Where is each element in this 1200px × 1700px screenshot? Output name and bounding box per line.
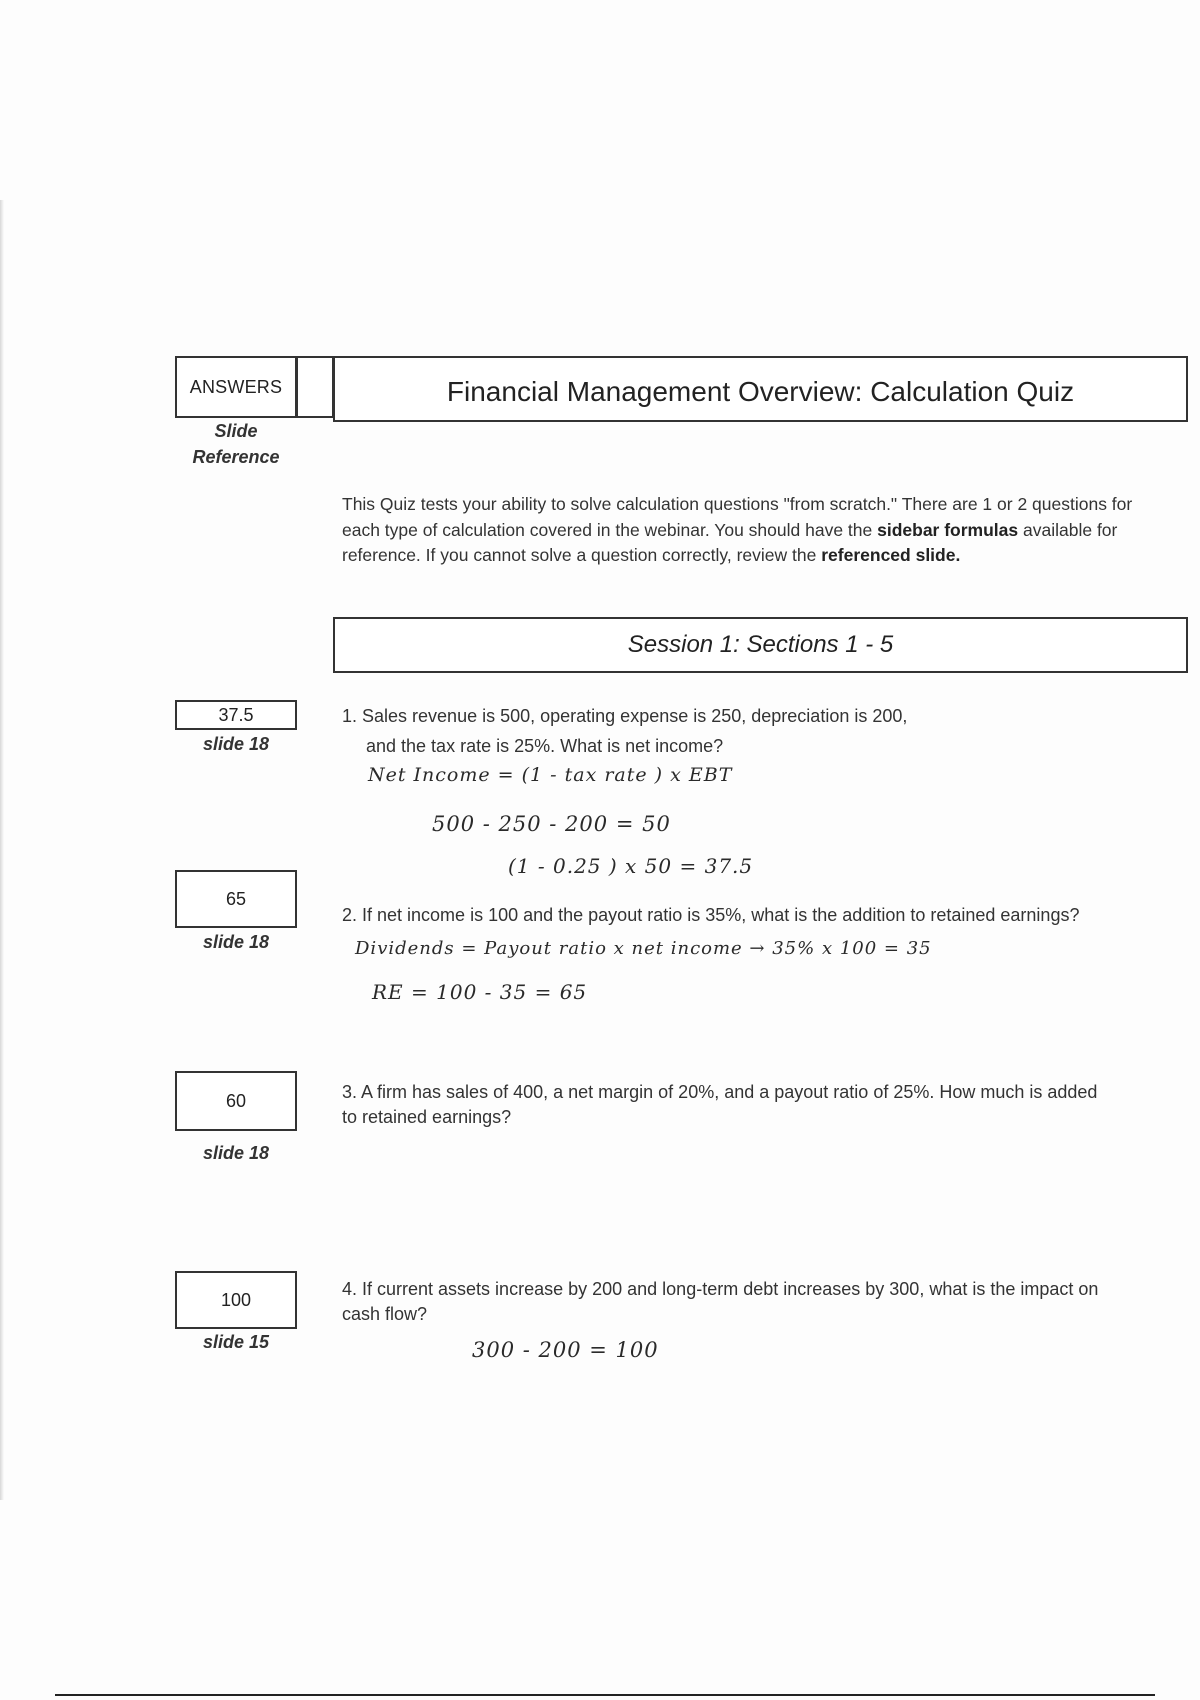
answer-box-2: 65 [175, 870, 297, 928]
intro-text-1: This Quiz tests your ability to solve calculation questions "from scratch." There are 1 or 2 questions for each type of calculation covered in the webinar. You should have the [342, 494, 1133, 540]
answers-label: ANSWERS [175, 356, 297, 418]
session-heading: Session 1: Sections 1 - 5 [333, 617, 1188, 673]
question-4-line-1: 4. If current assets increase by 200 and long-term debt increases by 300, what is the impact on [342, 1279, 1099, 1299]
answer-box-3: 60 [175, 1071, 297, 1131]
handwritten-work-1b: 500 - 250 - 200 = 50 [432, 812, 671, 836]
question-2-line-1: 2. If net income is 100 and the payout ratio is 35%, what is the addition to retained earnings? [342, 905, 1080, 925]
handwritten-work-1a: Net Income = (1 - tax rate ) x EBT [368, 764, 733, 786]
intro-paragraph [342, 492, 1174, 569]
handwritten-work-1c: (1 - 0.25 ) x 50 = 37.5 [508, 854, 754, 878]
slide-reference-heading [175, 418, 297, 470]
handwritten-work-2b: RE = 100 - 35 = 65 [372, 980, 588, 1004]
slide-reference-line1: Slide [214, 421, 258, 441]
handwritten-work-4: 300 - 200 = 100 [472, 1338, 659, 1362]
bottom-rule [55, 1694, 1155, 1696]
answer-box-4: 100 [175, 1271, 297, 1329]
question-3-line-2: to retained earnings? [342, 1107, 512, 1127]
intro-bold-2: referenced slide. [821, 545, 961, 565]
slide-reference-line2: Reference [192, 447, 280, 467]
page-title: Financial Management Overview: Calculation Quiz [333, 356, 1188, 422]
question-1-line-2: and the tax rate is 25%. What is net income? [366, 736, 724, 756]
question-4-line-2: cash flow? [342, 1304, 428, 1324]
slide-label-1: slide 18 [202, 734, 270, 754]
header-spacer-cell [296, 356, 334, 418]
answer-box-1: 37.5 [175, 700, 297, 730]
slide-label-4: slide 15 [202, 1332, 270, 1352]
intro-bold-1: sidebar formulas [877, 519, 1019, 540]
slide-label-2: slide 18 [202, 932, 270, 952]
intro-text-2: available for reference. If you cannot solve a question correctly, review the [342, 519, 1118, 565]
handwritten-work-2a: Dividends = Payout ratio x net income → 35% x 100 = 35 [355, 938, 932, 959]
scan-edge-shadow [0, 200, 4, 1500]
question-3-line-1: 3. A firm has sales of 400, a net margin of 20%, and a payout ratio of 25%. How much is added [342, 1082, 1098, 1102]
question-1-line-1: 1. Sales revenue is 500, operating expense is 250, depreciation is 200, [342, 706, 908, 726]
slide-label-3: slide 18 [202, 1143, 270, 1163]
